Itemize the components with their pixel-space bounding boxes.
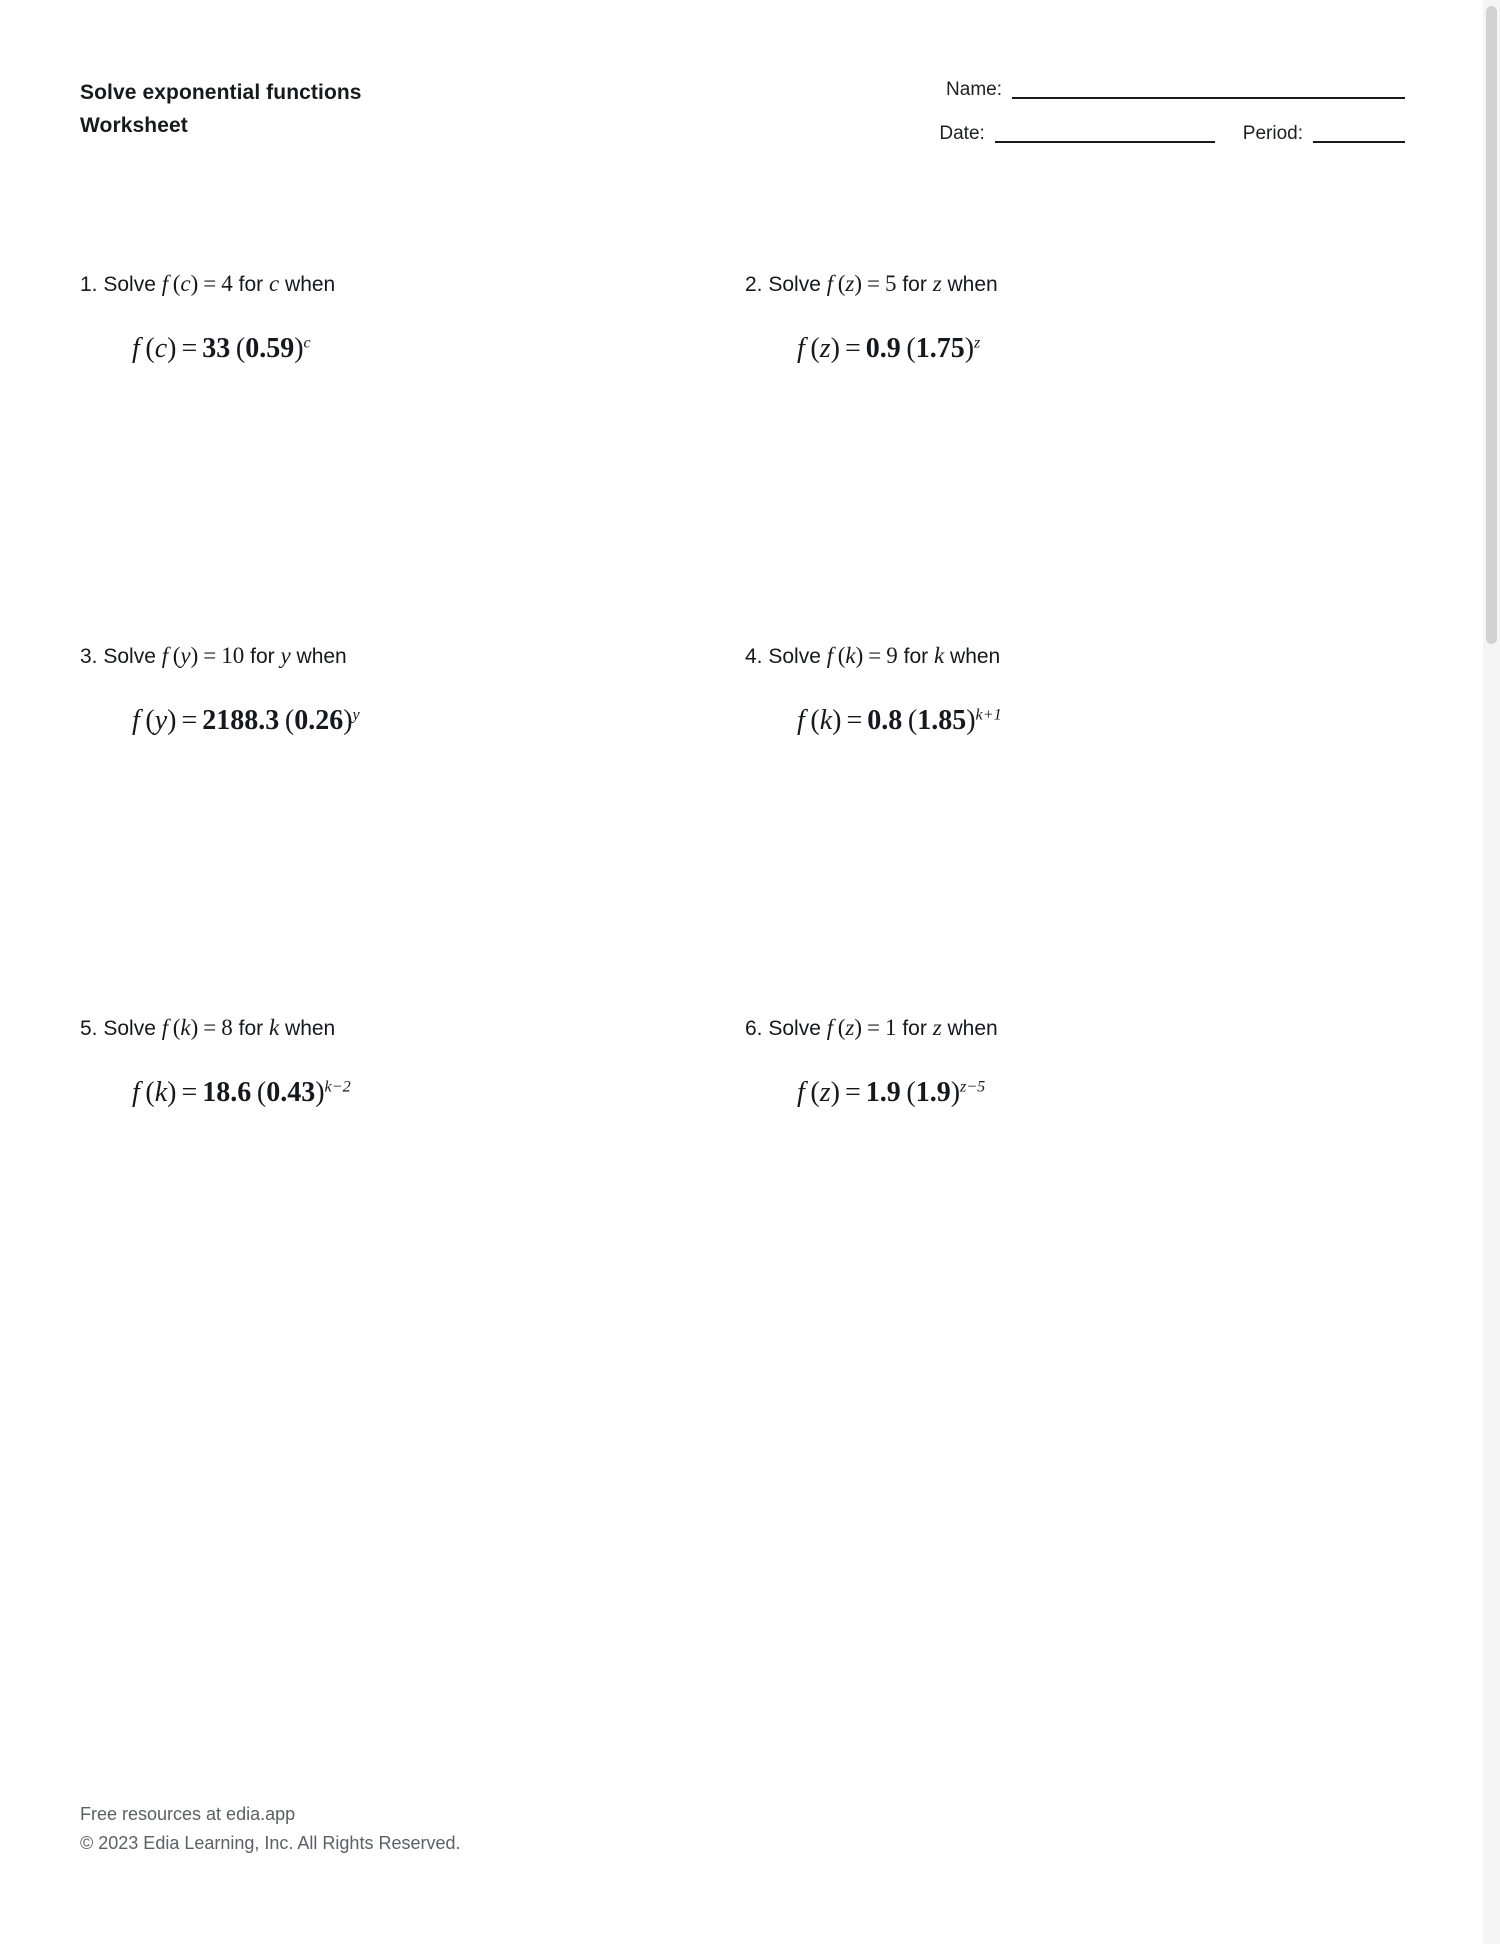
target-value: 10 [221, 643, 245, 668]
solve-variable: z [932, 271, 942, 296]
coefficient: 33 [202, 333, 231, 365]
problem-number: 2. [745, 273, 763, 296]
base: 1.85 [917, 705, 967, 737]
problem-row [80, 1012, 1410, 1384]
problem-prompt: 5. Solve f (k) = 8 for k when [80, 1015, 336, 1040]
equals-sign: = [203, 1015, 217, 1040]
function-name: f [161, 643, 169, 668]
target-value: 1 [885, 1015, 897, 1040]
for-text: for [238, 273, 264, 296]
problem-3 [80, 640, 745, 1012]
function-argument: z [845, 271, 855, 296]
function-name: f [826, 271, 834, 296]
problem-number: 5. [80, 1017, 98, 1040]
problem-prompt: 2. Solve f (z) = 5 for z when [745, 271, 998, 296]
problem-equation: f (c) = 33 $(0.59)^c$ [132, 333, 311, 365]
when-text: when [285, 273, 336, 296]
function-argument: y [180, 643, 191, 668]
equals-sign: = [868, 643, 882, 668]
problem-verb: Solve [103, 273, 156, 296]
eq-equals-sign: = [181, 1077, 198, 1109]
solve-variable: z [932, 1015, 942, 1040]
problem-4 [745, 640, 1410, 1012]
base: 0.43 [266, 1077, 316, 1109]
for-text: for [902, 273, 927, 296]
equals-sign: = [867, 271, 880, 296]
when-text: when [947, 273, 998, 296]
for-text: for [903, 645, 929, 668]
equals-sign: = [203, 643, 217, 668]
base: 1.9 [915, 1077, 951, 1109]
problem-prompt: 4. Solve f (k) = 9 for k when [745, 643, 1001, 668]
function-argument: z [845, 1015, 855, 1040]
problem-equation: f (z) = 1.9 $(1.9)^{z-5}$ [797, 1077, 986, 1109]
exponent: z [974, 334, 981, 352]
base: 1.75 [915, 333, 965, 365]
coefficient: 0.8 [867, 705, 903, 737]
solve-variable: y [280, 643, 291, 668]
eq-function-name: f [132, 333, 140, 365]
problem-verb: Solve [768, 1017, 821, 1040]
function-name: f [826, 1015, 834, 1040]
when-text: when [950, 645, 1001, 668]
title-line-2: Worksheet [80, 114, 188, 138]
target-value: 4 [221, 271, 233, 296]
problem-row [80, 640, 1410, 1012]
problem-verb: Solve [103, 1017, 156, 1040]
coefficient: 2188.3 [202, 705, 280, 737]
problem-verb: Solve [768, 273, 821, 296]
problem-equation: f (k) = 18.6 $(0.43)^{k-2}$ [132, 1077, 351, 1109]
eq-function-argument: z [819, 333, 831, 365]
problem-equation: f (k) = 0.8 $(1.85)^{k+1}$ [797, 705, 1002, 737]
problem-number: 3. [80, 645, 98, 668]
vertical-scrollbar-thumb[interactable] [1486, 6, 1497, 644]
problem-6 [745, 1012, 1410, 1384]
eq-equals-sign: = [844, 333, 861, 365]
eq-function-name: f [797, 1077, 805, 1109]
equals-sign: = [203, 271, 217, 296]
problem-verb: Solve [103, 645, 156, 668]
function-argument: k [180, 1015, 191, 1040]
problem-prompt: 1. Solve f (c) = 4 for c when [80, 271, 336, 296]
exponent: k+1 [975, 706, 1002, 724]
for-text: for [902, 1017, 927, 1040]
exponent: c [303, 334, 311, 352]
eq-function-argument: z [819, 1077, 831, 1109]
problem-row [80, 268, 1410, 640]
function-name: f [161, 271, 169, 296]
eq-equals-sign: = [844, 1077, 861, 1109]
eq-equals-sign: = [846, 705, 863, 737]
eq-function-argument: k [819, 705, 833, 737]
solve-variable: k [268, 1015, 280, 1040]
page-title [80, 76, 362, 142]
when-text: when [296, 645, 347, 668]
function-name: f [826, 643, 834, 668]
date-period-field-row [939, 124, 1405, 143]
name-input-line[interactable] [1012, 87, 1405, 99]
eq-function-name: f [797, 333, 805, 365]
eq-function-name: f [797, 705, 805, 737]
period-label: Period: [1242, 123, 1303, 144]
solve-variable: k [933, 643, 945, 668]
base: 0.59 [245, 333, 295, 365]
problem-number: 6. [745, 1017, 763, 1040]
eq-function-argument: y [154, 705, 168, 737]
when-text: when [947, 1017, 998, 1040]
target-value: 9 [886, 643, 898, 668]
coefficient: 18.6 [202, 1077, 252, 1109]
for-text: for [238, 1017, 264, 1040]
problems-grid [80, 268, 1410, 1384]
title-line-1: Solve exponential functions [80, 81, 362, 104]
exponent: y [352, 706, 360, 724]
worksheet-header [80, 76, 1405, 143]
page-footer [80, 1800, 460, 1858]
exponent: z−5 [960, 1078, 986, 1096]
eq-function-argument: k [154, 1077, 168, 1109]
problem-5 [80, 1012, 745, 1384]
date-label: Date: [939, 123, 985, 144]
equals-sign: = [867, 1015, 880, 1040]
problem-equation: f (z) = 0.9 $(1.75)^z$ [797, 333, 981, 365]
problem-number: 4. [745, 645, 763, 668]
coefficient: 1.9 [865, 1077, 901, 1109]
name-label: Name: [946, 79, 1002, 100]
problem-number: 1. [80, 273, 98, 296]
problem-verb: Solve [768, 645, 821, 668]
function-argument: k [845, 643, 856, 668]
eq-equals-sign: = [181, 705, 198, 737]
problem-prompt: 6. Solve f (z) = 1 for z when [745, 1015, 998, 1040]
function-argument: c [180, 271, 191, 296]
problem-equation: f (y) = 2188.3 $(0.26)^y$ [132, 705, 360, 737]
for-text: for [250, 645, 275, 668]
eq-function-name: f [132, 1077, 140, 1109]
exponent: k−2 [324, 1078, 351, 1096]
eq-function-name: f [132, 705, 140, 737]
period-input-line[interactable] [1313, 131, 1405, 143]
date-input-line[interactable] [995, 131, 1215, 143]
footer-resources-line: Free resources at edia.app [80, 1804, 296, 1824]
eq-equals-sign: = [181, 333, 198, 365]
problem-2 [745, 268, 1410, 640]
name-field-row [939, 80, 1405, 99]
target-value: 8 [221, 1015, 233, 1040]
problem-1 [80, 268, 745, 640]
function-name: f [161, 1015, 169, 1040]
when-text: when [285, 1017, 336, 1040]
vertical-scrollbar-track[interactable] [1483, 0, 1500, 1944]
problem-prompt: 3. Solve f (y) = 10 for y when [80, 643, 347, 668]
student-info-fields [939, 80, 1405, 143]
solve-variable: c [268, 271, 280, 296]
eq-function-argument: c [154, 333, 168, 365]
footer-copyright-line: © 2023 Edia Learning, Inc. All Rights Reserved. [80, 1833, 461, 1854]
base: 0.26 [294, 705, 344, 737]
target-value: 5 [885, 271, 897, 296]
coefficient: 0.9 [865, 333, 901, 365]
